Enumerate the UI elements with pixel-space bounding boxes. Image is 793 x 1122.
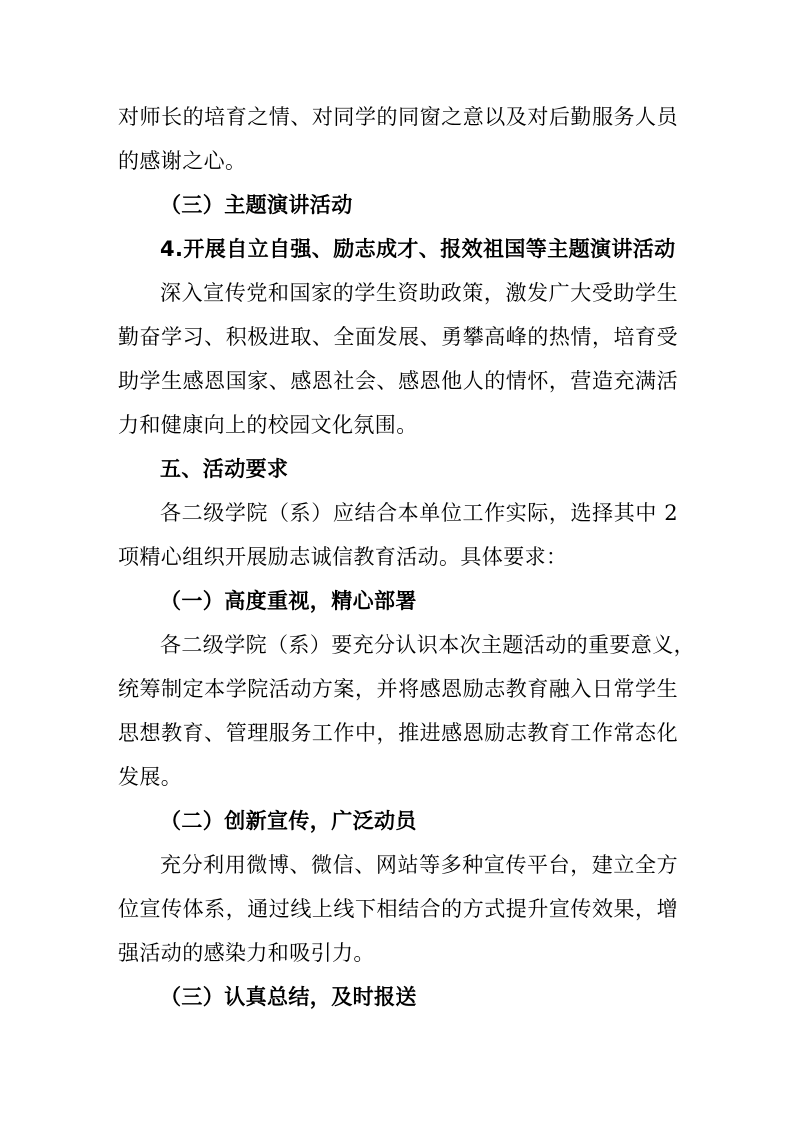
subsection-heading: （三）认真总结，及时报送 bbox=[160, 985, 417, 1009]
body-line: 充分利用微博、微信、网站等多种宣传平台，建立全方 bbox=[160, 853, 678, 877]
body-line: 项精心组织开展励志诚信教育活动。具体要求： bbox=[118, 545, 568, 569]
subsection-heading: （一）高度重视，精心部署 bbox=[160, 589, 417, 613]
body-line: 位宣传体系，通过线上线下相结合的方式提升宣传效果，增 bbox=[118, 897, 678, 921]
subsection-heading: （二）创新宣传，广泛动员 bbox=[160, 809, 417, 833]
body-line: 强活动的感染力和吸引力。 bbox=[118, 941, 375, 965]
body-line: 勤奋学习、积极进取、全面发展、勇攀高峰的热情，培育受 bbox=[118, 325, 678, 349]
subsection-heading: （三）主题演讲活动 bbox=[160, 193, 353, 217]
body-line: 思想教育、管理服务工作中，推进感恩励志教育工作常态化 bbox=[118, 721, 678, 745]
body-line: 力和健康向上的校园文化氛围。 bbox=[118, 413, 418, 437]
body-line: 各二级学院（系）要充分认识本次主题活动的重要意义， bbox=[160, 633, 695, 657]
item-heading: 4.开展自立自强、励志成才、报效祖国等主题演讲活动 bbox=[160, 237, 676, 261]
body-line: 助学生感恩国家、感恩社会、感恩他人的情怀，营造充满活 bbox=[118, 369, 678, 393]
body-line: 统筹制定本学院活动方案，并将感恩励志教育融入日常学生 bbox=[118, 677, 678, 701]
section-heading: 五、活动要求 bbox=[160, 457, 289, 481]
body-line: 各二级学院（系）应结合本单位工作实际，选择其中 2 bbox=[160, 501, 678, 525]
body-line: 对师长的培育之情、对同学的同窗之意以及对后勤服务人员 bbox=[118, 105, 678, 129]
body-line: 发展。 bbox=[118, 765, 183, 789]
body-line: 深入宣传党和国家的学生资助政策，激发广大受助学生 bbox=[160, 281, 678, 305]
body-line: 的感谢之心。 bbox=[118, 149, 247, 173]
